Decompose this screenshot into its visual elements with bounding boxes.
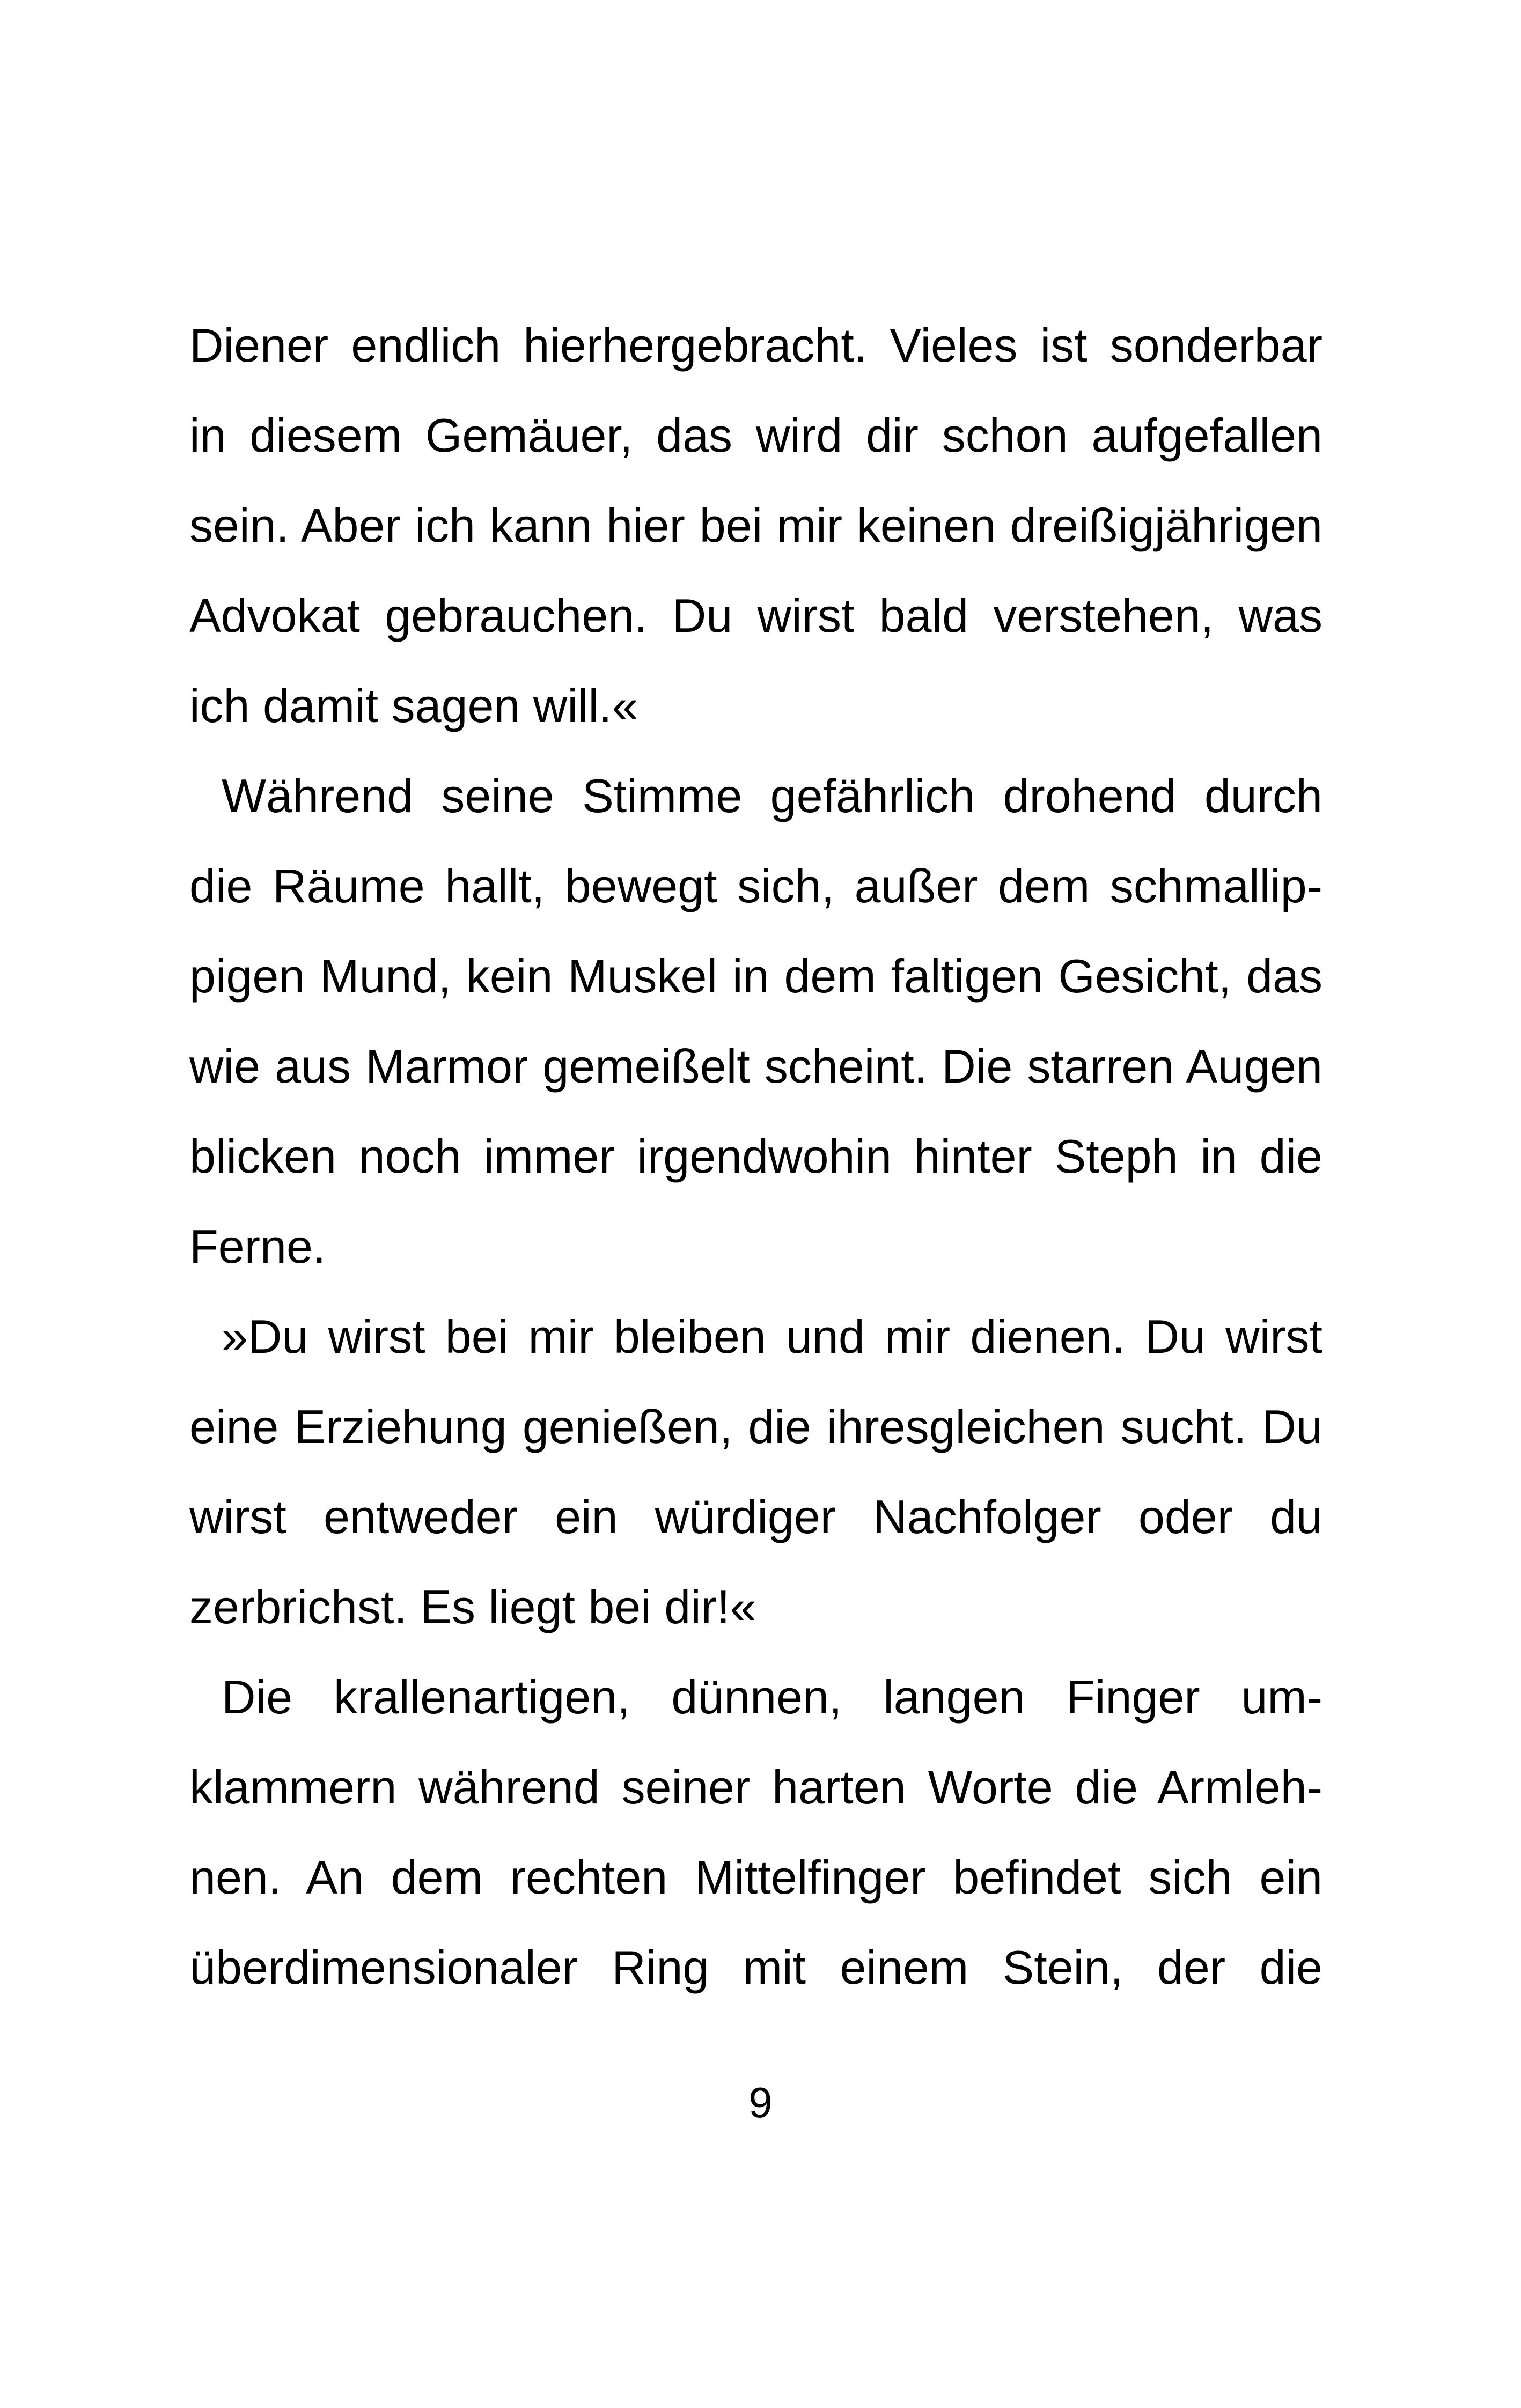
page-number: 9: [748, 2079, 773, 2126]
paragraph-1: Diener endlich hierhergebracht. Vieles ist sonderbar in diesem Gemäuer, das wird dir schon aufgefallen sein. Aber ich kann hier bei mir keinen dreißigjährigen Advokat gebrauchen. Du wirst bald verstehen, was ich damit sagen will.«: [189, 319, 1322, 732]
paragraph-3: »Du wirst bei mir bleiben und mir dienen. Du wirst eine Erziehung genießen, die ihresgleichen sucht. Du wirst entweder ein würdiger Nachfolger oder du zerbrichst. Es liegt bei dir!«: [189, 1310, 1322, 1633]
paragraph-4: Die krallenartigen, dünnen, langen Finger umklammern während seiner harten Worte die Armlehnen. An dem rechten Mittelfinger befindet sich ein überdimensionaler Ring mit einem Stein, der die: [189, 1670, 1322, 1994]
paragraph-2: Während seine Stimme gefährlich drohend durch die Räume hallt, bewegt sich, außer dem schmallippigen Mund, kein Muskel in dem faltigen Gesicht, das wie aus Marmor gemeißelt scheint. Die starren Augen blicken noch immer irgendwohin hinter Steph in die Ferne.: [189, 769, 1322, 1273]
body-text: [189, 300, 1322, 2013]
